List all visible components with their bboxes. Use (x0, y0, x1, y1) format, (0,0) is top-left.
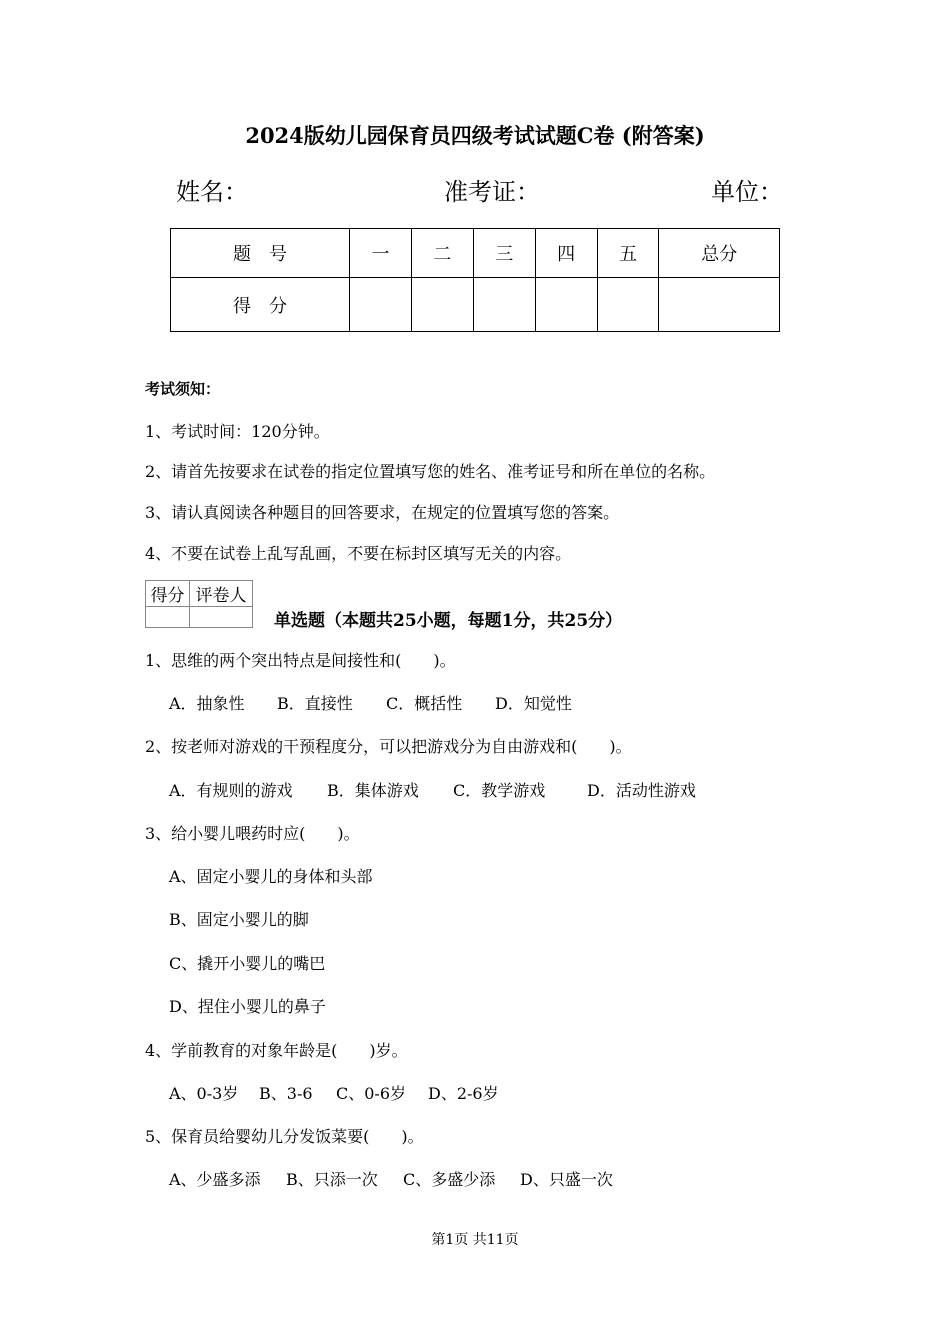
score-cell-4[interactable] (535, 278, 597, 332)
score-cell-total[interactable] (659, 278, 780, 332)
grader-score-label: 得分 (146, 581, 190, 607)
grader-score-cell[interactable] (146, 607, 190, 628)
option[interactable]: D．知觉性 (495, 694, 572, 713)
option[interactable]: C、0-6岁 (336, 1084, 407, 1103)
note-item: 4、不要在试卷上乱写乱画，不要在标封区填写无关的内容。 (145, 544, 572, 563)
score-table-score-row (171, 278, 780, 332)
score-table-col-4: 四 (535, 229, 597, 278)
question-stem: 3、给小婴儿喂药时应( )。 (145, 824, 360, 843)
score-table-col-3: 三 (473, 229, 535, 278)
option[interactable]: D．活动性游戏 (587, 781, 696, 800)
score-table-col-total: 总分 (659, 229, 780, 278)
option[interactable]: D、只盛一次 (520, 1170, 613, 1189)
score-cell-3[interactable] (473, 278, 535, 332)
question-stem: 1、思维的两个突出特点是间接性和( )。 (145, 651, 456, 670)
option[interactable]: C．概括性 (386, 694, 463, 713)
score-table-col-2: 二 (411, 229, 473, 278)
note-item: 1、考试时间：120分钟。 (145, 422, 330, 441)
score-table (170, 228, 780, 332)
option[interactable]: C、多盛少添 (403, 1170, 496, 1189)
option[interactable]: A、少盛多添 (169, 1170, 261, 1189)
score-table-col-5: 五 (597, 229, 659, 278)
page-title: 2024版幼儿园保育员四级考试试题C卷 (附答案) (245, 123, 705, 148)
grader-box (145, 580, 253, 628)
note-item: 3、请认真阅读各种题目的回答要求，在规定的位置填写您的答案。 (145, 503, 620, 522)
question-stem: 4、学前教育的对象年龄是( )岁。 (145, 1041, 408, 1060)
note-item: 2、请首先按要求在试卷的指定位置填写您的姓名、准考证号和所在单位的名称。 (145, 462, 716, 481)
score-table-header-row (171, 229, 780, 278)
option[interactable]: A、固定小婴儿的身体和头部 (169, 867, 373, 886)
option[interactable]: B、3-6 (259, 1084, 313, 1103)
grader-reviewer-label: 评卷人 (189, 581, 252, 607)
question-stem: 5、保育员给婴幼儿分发饭菜要( )。 (145, 1127, 424, 1146)
option[interactable]: B、固定小婴儿的脚 (169, 910, 309, 929)
option[interactable]: B．直接性 (277, 694, 353, 713)
score-cell-5[interactable] (597, 278, 659, 332)
option[interactable]: B．集体游戏 (327, 781, 419, 800)
option[interactable]: C．教学游戏 (453, 781, 546, 800)
exam-id-field-label: 准考证： (444, 178, 540, 206)
score-table-score-label: 得 分 (171, 278, 350, 332)
option[interactable]: A．抽象性 (169, 694, 245, 713)
option[interactable]: C、撬开小婴儿的嘴巴 (169, 954, 326, 973)
grader-reviewer-cell[interactable] (189, 607, 252, 628)
option[interactable]: A．有规则的游戏 (169, 781, 293, 800)
section-title: 单选题（本题共25小题，每题1分，共25分） (274, 611, 623, 631)
option[interactable]: B、只添一次 (286, 1170, 378, 1189)
unit-field-label: 单位： (711, 178, 783, 206)
score-table-header-label: 题 号 (171, 229, 350, 278)
option[interactable]: A、0-3岁 (169, 1084, 239, 1103)
option[interactable]: D、2-6岁 (428, 1084, 499, 1103)
notes-title: 考试须知： (145, 380, 221, 398)
option[interactable]: D、捏住小婴儿的鼻子 (169, 997, 326, 1016)
score-cell-2[interactable] (411, 278, 473, 332)
name-field-label: 姓名： (176, 178, 248, 206)
question-stem: 2、按老师对游戏的干预程度分，可以把游戏分为自由游戏和( )。 (145, 737, 632, 756)
score-table-col-1: 一 (350, 229, 412, 278)
page-footer: 第1页 共11页 (431, 1232, 519, 1248)
score-cell-1[interactable] (350, 278, 412, 332)
